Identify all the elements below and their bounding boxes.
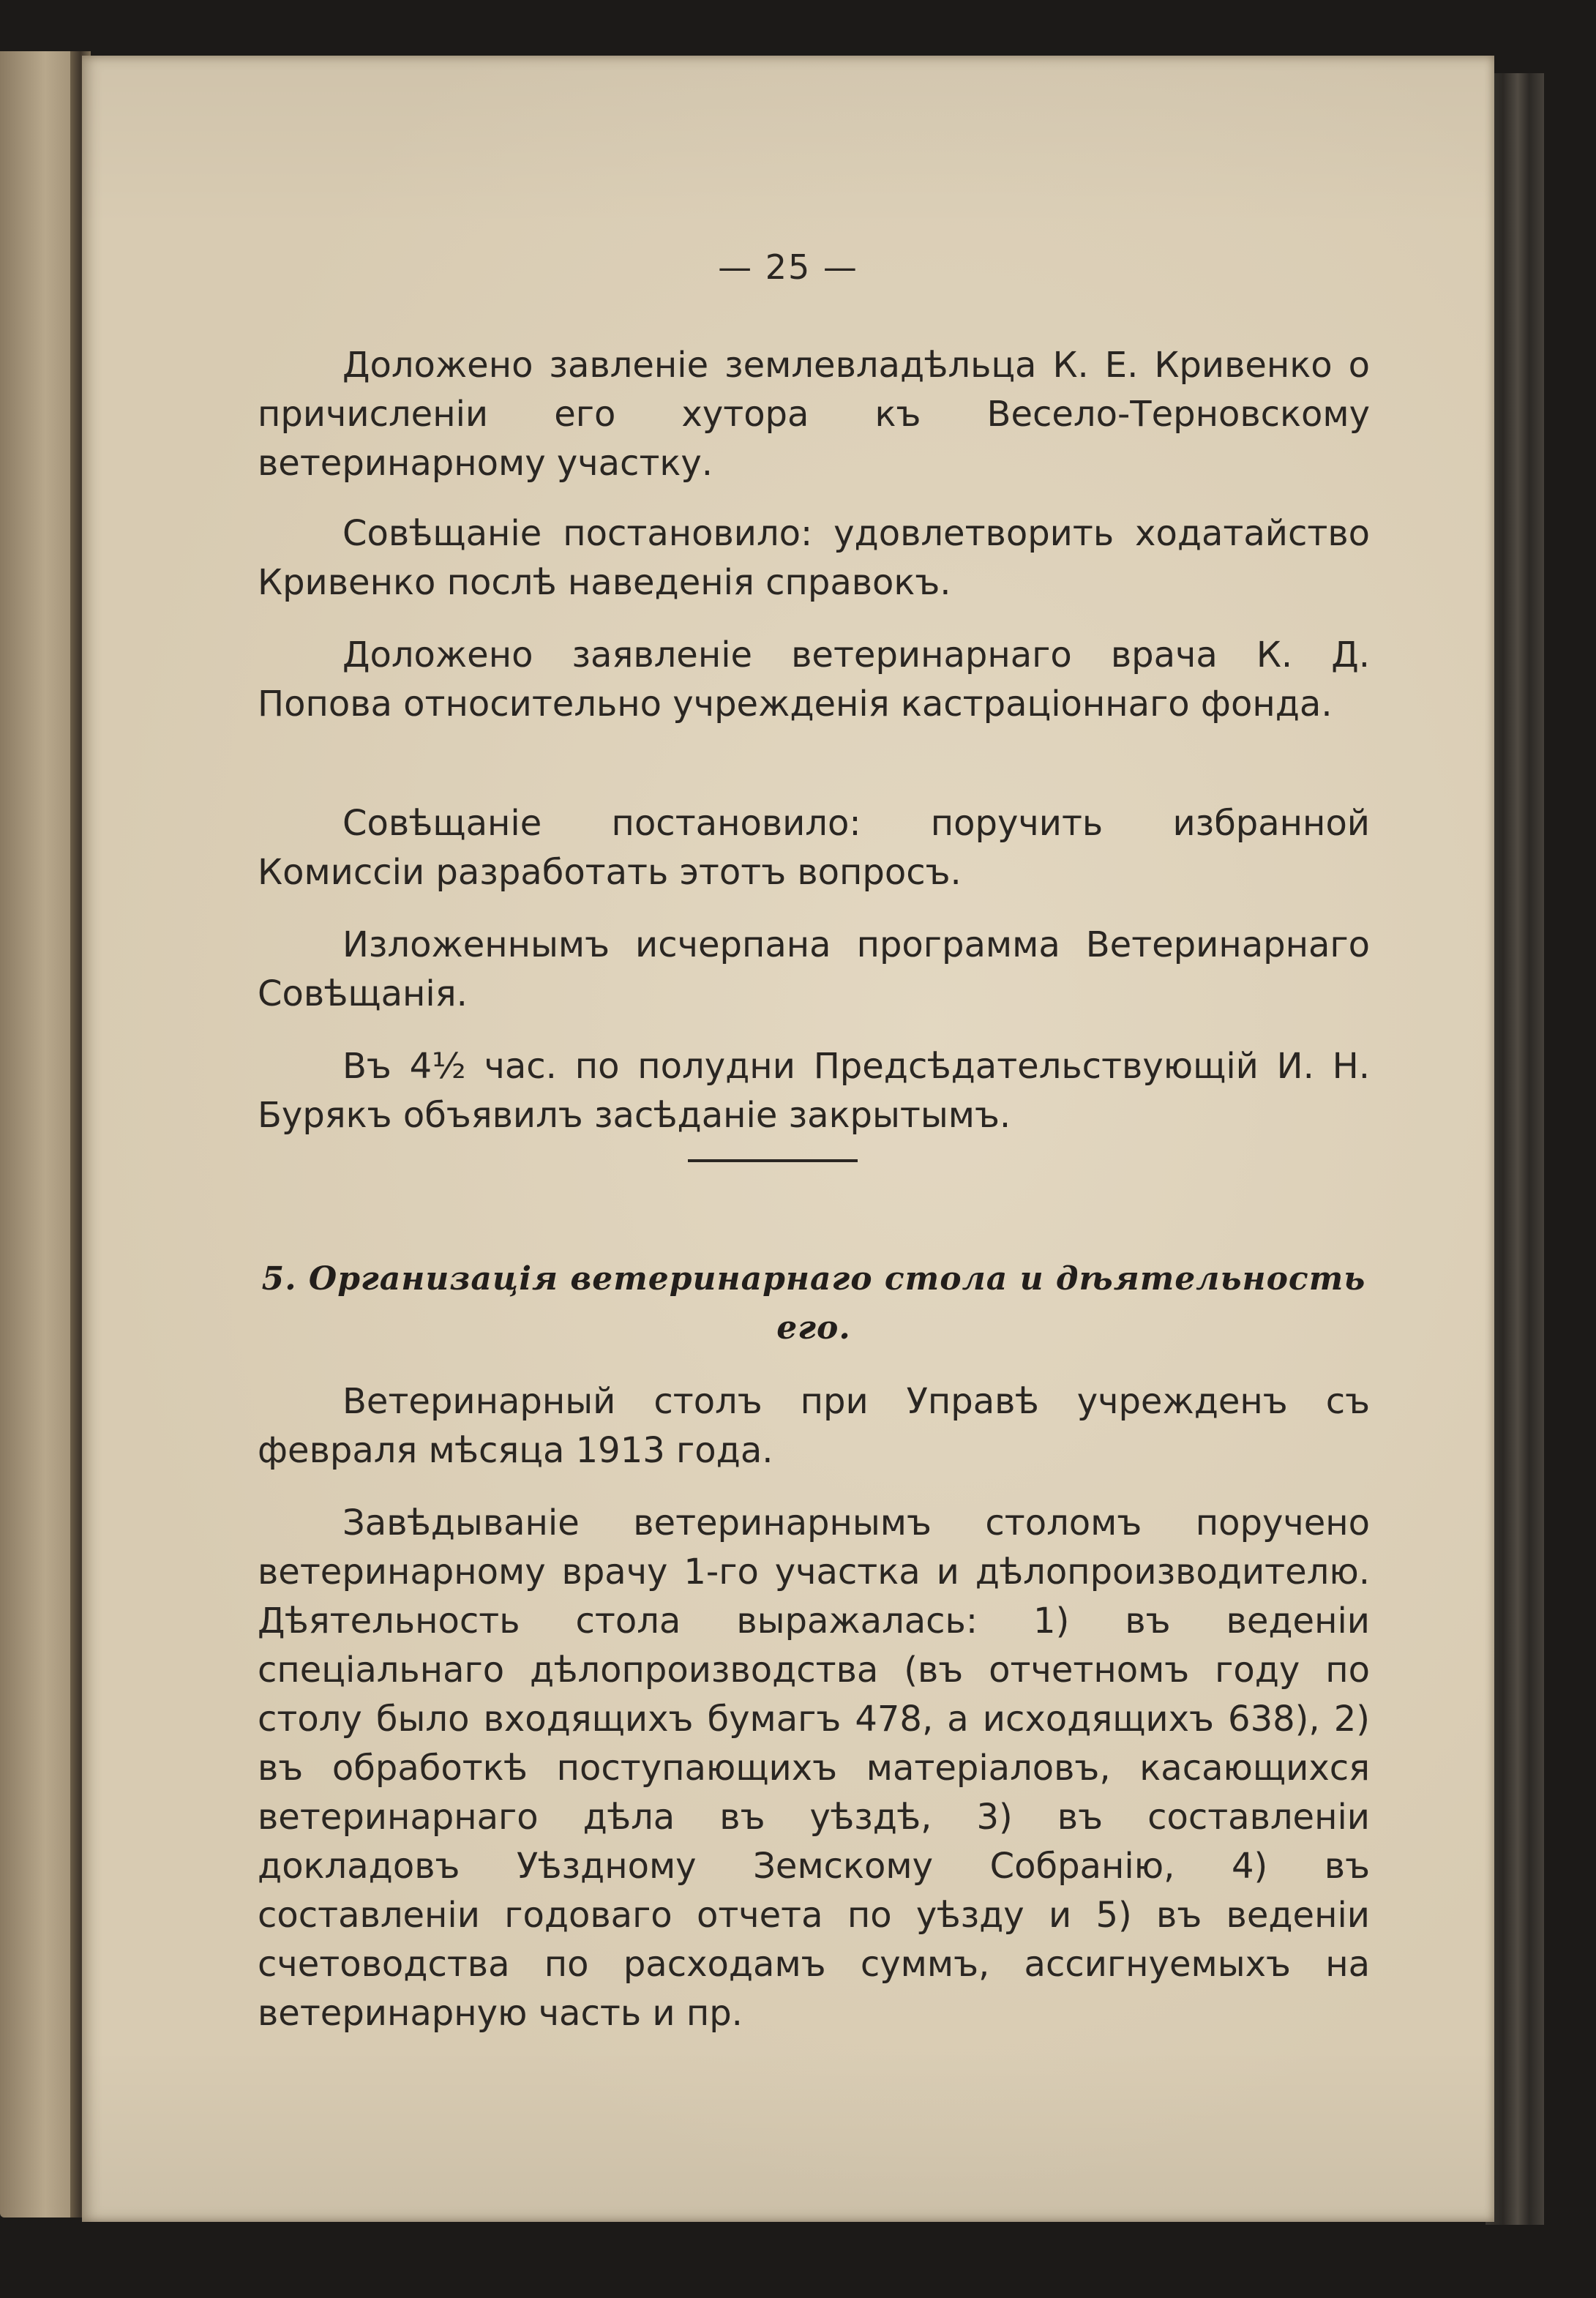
paragraph-resolution-commission: Совѣщаніе постановило: поручить избранной Комиссіи разработать этотъ вопросъ.	[258, 803, 1370, 893]
paragraph-meeting-closed: Въ 4½ час. по полудни Предсѣдательствующій И. Н. Бурякъ объявилъ засѣданіе закрытымъ.	[258, 1046, 1370, 1136]
paragraph-program-exhausted: Изложеннымъ исчерпана программа Ветеринарнаго Совѣщанія.	[258, 924, 1370, 1014]
book-page	[82, 56, 1494, 2222]
page-stack-edge	[1486, 73, 1544, 2225]
paragraph-resolution-krivenko: Совѣщаніе постановило: удовлетворить ходатайство Кривенко послѣ наведенія справокъ.	[258, 513, 1370, 603]
page-number: — 25 —	[718, 247, 858, 287]
paragraph-petition-krivenko: Доложено завленіе землевладѣльца К. Е. Кривенко о причисленіи его хутора къ Весело-Терновскому ветеринарному участку.	[258, 345, 1370, 484]
paragraph-vet-desk-established: Ветеринарный столъ при Управѣ учрежденъ съ февраля мѣсяца 1913 года.	[258, 1381, 1370, 1471]
section-divider	[688, 1159, 858, 1162]
paragraph-vet-desk-activity: Завѣдываніе ветеринарнымъ столомъ поручено ветеринарному врачу 1-го участка и дѣлопроизводителю. Дѣятельность стола выражалась: 1) въ веденіи спеціальнаго дѣлопроизводства (въ отчетномъ году по столу было входящихъ бумагъ 478, а исходящихъ 638), 2) въ обработкѣ поступающихъ матеріаловъ, касающихся ветеринарнаго дѣла въ уѣздѣ, 3) въ составленіи докладовъ Уѣздному Земскому Собранію, 4) въ составленіи годоваго отчета по уѣзду и 5) въ веденіи счетоводства по расходамъ суммъ, ассигнуемыхъ на ветеринарную часть и пр.	[258, 1502, 1370, 2034]
paragraph-statement-popov: Доложено заявленіе ветеринарнаго врача К. Д. Попова относительно учрежденія кастраціоннаго фонда.	[258, 635, 1370, 725]
section-heading: 5. Организація ветеринарнаго стола и дѣятельность его.	[261, 1260, 1366, 1347]
